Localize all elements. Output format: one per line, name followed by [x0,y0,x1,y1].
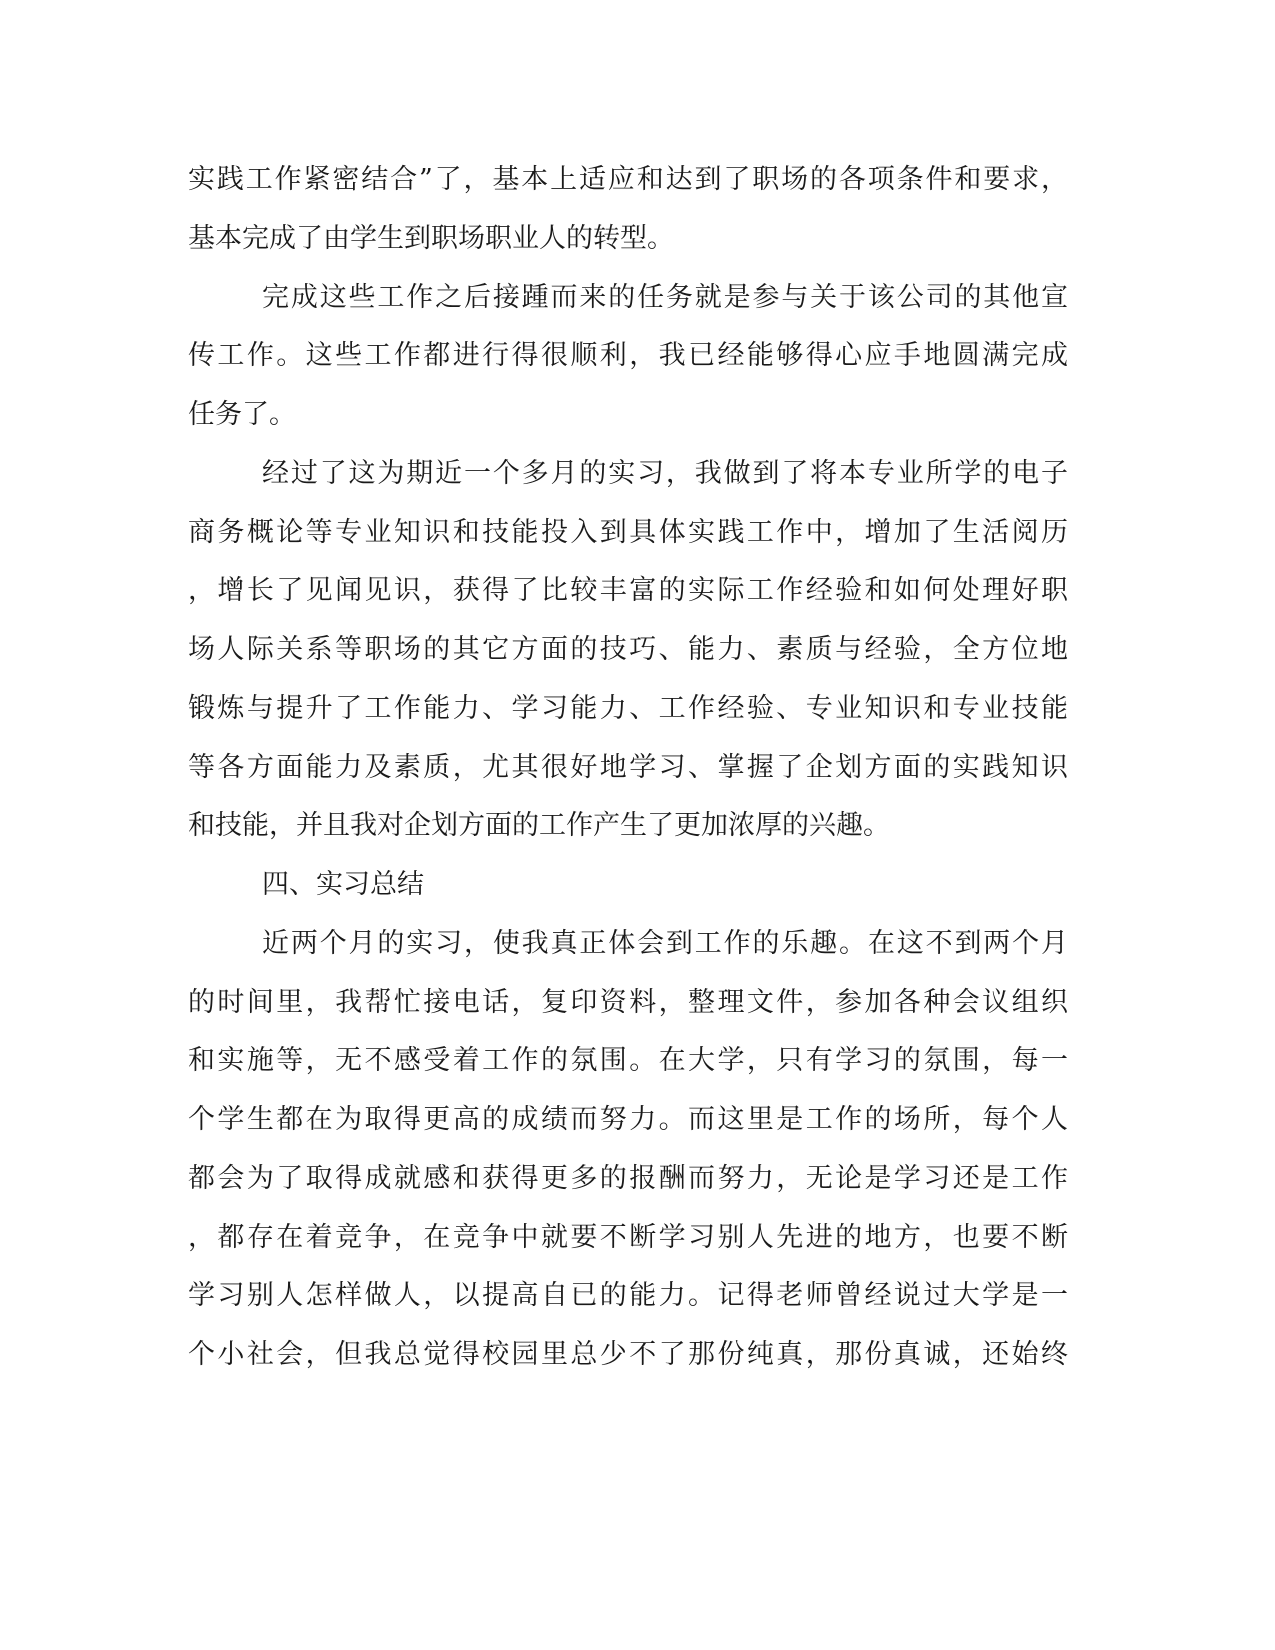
text-line: 实践工作紧密结合”了，基本上适应和达到了职场的各项条件和要求， [188,164,1068,195]
text-line: 场人际关系等职场的其它方面的技巧、能力、素质与经验，全方位地 [188,634,1068,665]
text-line: ，都存在着竞争，在竞争中就要不断学习别人先进的地方，也要不断 [188,1222,1068,1253]
text-line: 商务概论等专业知识和技能投入到具体实践工作中，增加了生活阅历 [188,517,1068,548]
text-line: 和技能，并且我对企划方面的工作产生了更加浓厚的兴趣。 [188,810,890,841]
paragraph-first-line: 完成这些工作之后接踵而来的任务就是参与关于该公司的其他宣 [262,282,1068,313]
paragraph-first-line: 经过了这为期近一个多月的实习，我做到了将本专业所学的电子 [262,458,1068,489]
text-line: 的时间里，我帮忙接电话，复印资料，整理文件，参加各种会议组织 [188,987,1068,1018]
text-line: 都会为了取得成就感和获得更多的报酬而努力，无论是学习还是工作 [188,1163,1068,1194]
text-line: 锻炼与提升了工作能力、学习能力、工作经验、专业知识和专业技能 [188,693,1068,724]
text-line: ，增长了见闻见识，获得了比较丰富的实际工作经验和如何处理好职 [188,575,1068,606]
text-line: 等各方面能力及素质，尤其很好地学习、掌握了企划方面的实践知识 [188,752,1068,783]
text-line: 学习别人怎样做人，以提高自已的能力。记得老师曾经说过大学是一 [188,1280,1068,1311]
text-line: 个小社会，但我总觉得校园里总少不了那份纯真，那份真诚，还始终 [188,1339,1068,1370]
text-line: 基本完成了由学生到职场职业人的转型。 [188,223,674,254]
paragraph-first-line: 近两个月的实习，使我真正体会到工作的乐趣。在这不到两个月 [262,928,1068,959]
section-heading: 四、实习总结 [262,869,424,900]
text-line: 个学生都在为取得更高的成绩而努力。而这里是工作的场所，每个人 [188,1104,1068,1135]
text-line: 和实施等，无不感受着工作的氛围。在大学，只有学习的氛围，每一 [188,1045,1068,1076]
text-line: 传工作。这些工作都进行得很顺利，我已经能够得心应手地圆满完成 [188,340,1068,371]
text-line: 任务了。 [188,399,296,430]
